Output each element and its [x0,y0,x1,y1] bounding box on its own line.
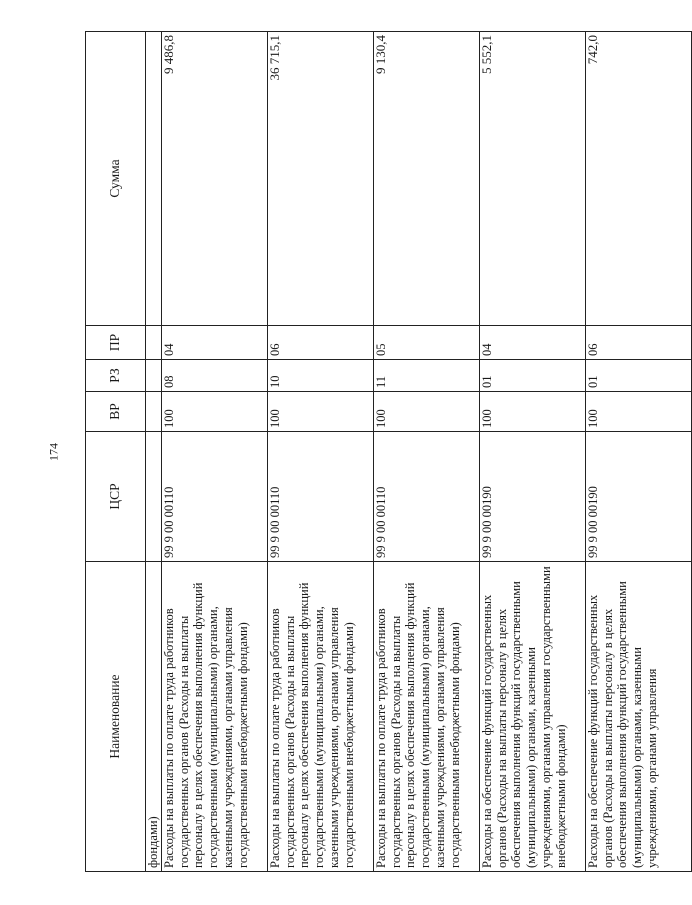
cell-rz: 11 [373,360,479,392]
cell-csr: 99 9 00 00190 [585,432,691,562]
header-name: Наименование [86,562,146,872]
cell-vr: 100 [267,392,373,432]
cell-name: Расходы на выплаты по оплате труда работников государственных органов (Расходы на выплаты персоналу в целях обеспечения выполнения функций государственными (муниципальными) органами, казенными учреждениями, органами управления государственными внебюджетными фондами) [267,562,373,872]
cell-csr: 99 9 00 00190 [479,432,585,562]
cell-pr: 04 [161,326,267,360]
budget-table [85,31,692,872]
cell-rz: 01 [585,360,691,392]
table-row [479,32,585,872]
cell-rz: 01 [479,360,585,392]
cell-vr: 100 [585,392,691,432]
cell-pr: 06 [585,326,691,360]
table-row-continued [146,32,162,872]
cell-pr: 04 [479,326,585,360]
cell-rz: 08 [161,360,267,392]
cell-sum: 9 130,4 [373,32,479,326]
cell-csr: 99 9 00 00110 [161,432,267,562]
cell-vr: 100 [161,392,267,432]
page-number: 174 [46,443,61,461]
cell-name: Расходы на выплаты по оплате труда работников государственных органов (Расходы на выплаты персоналу в целях обеспечения выполнения функций государственными (муниципальными) органами, казенными учреждениями, органами управления государственными внебюджетными фондами) [161,562,267,872]
table-header-row [86,32,146,872]
cell-pr: 06 [267,326,373,360]
table-row [373,32,479,872]
cell-vr: 100 [479,392,585,432]
cell-name: Расходы на обеспечение функций государственных органов (Расходы на выплаты персоналу в целях обеспечения выполнения функций государственными (муниципальными) органами, казенными учреждениями, органами управления [585,562,691,872]
cell-vr: 100 [373,392,479,432]
cell-rz: 10 [267,360,373,392]
header-pr: ПР [86,326,146,360]
cell-name: Расходы на выплаты по оплате труда работников государственных органов (Расходы на выплаты персоналу в целях обеспечения выполнения функций государственными (муниципальными) органами, казенными учреждениями, органами управления государственными внебюджетными фондами) [373,562,479,872]
continued-text: фондами) [146,562,162,872]
header-csr: ЦСР [86,432,146,562]
header-rz: РЗ [86,360,146,392]
table-row [585,32,691,872]
rotated-page-content [85,32,659,872]
cell-sum: 36 715,1 [267,32,373,326]
table-row [267,32,373,872]
cell-csr: 99 9 00 00110 [267,432,373,562]
cell-name: Расходы на обеспечение функций государственных органов (Расходы на выплаты персоналу в целях обеспечения выполнения функций государственными (муниципальными) органами, казенными учреждениями, органами управления государственными внебюджетными фондами) [479,562,585,872]
header-vr: ВР [86,392,146,432]
header-sum: Сумма [86,32,146,326]
cell-sum: 742,0 [585,32,691,326]
cell-csr: 99 9 00 00110 [373,432,479,562]
cell-sum: 5 552,1 [479,32,585,326]
cell-sum: 9 486,8 [161,32,267,326]
cell-pr: 05 [373,326,479,360]
table-row [161,32,267,872]
